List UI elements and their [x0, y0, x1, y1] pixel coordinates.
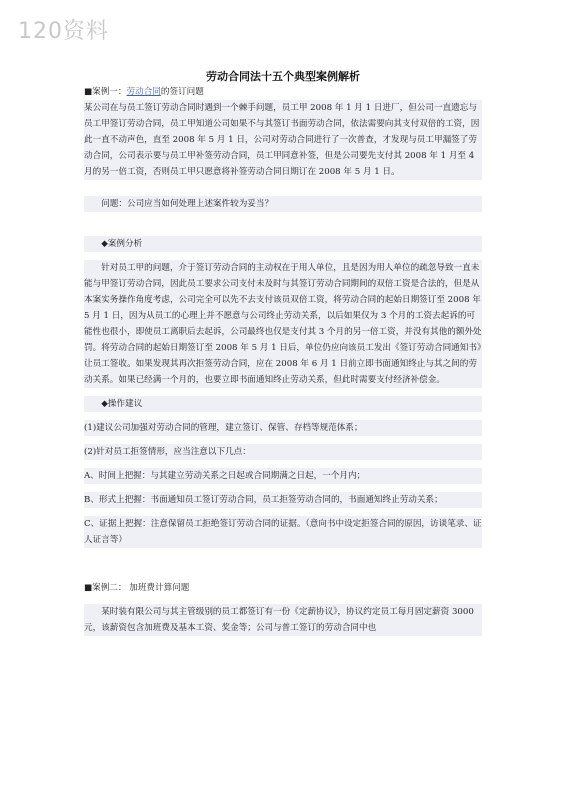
case1-advice-2: (2)针对员工拒签情形，应当注意以下几点： — [84, 444, 482, 460]
case1-analysis: 针对员工甲的问题，介于签订劳动合同的主动权在于用人单位，且是因为用人单位的疏忽导致一直未能与甲签订劳动合同，因此员工要求公司支付未及时与其签订劳动合同期间的双倍工资是合法的，但是从本案实务操作角度考虑，公司完全可以先不去支付该员双倍工资，将劳动合同的起始日期签订至 2008 年 5 月 1 日，因为从员工的心理上并不愿意与公司终止劳动关系，以后如果仅为 3 个月的工资去起诉的可能性也很小，即使员工离职后去起诉，公司最终也仅是支付其 3 个月的另一倍工资，并没有其他的额外处罚。将劳动合同的起始日期签订至 2008 年 5 月 1 日后，单位仍应向该员工发出《签订劳动合同通知书》让员工签收。如果发现其再次拒签劳动合同，应在 2008 年 6 月 1 日前立即书面通知终止与其之间的劳动关系。如果已经满一个月的，也要立即书面通知终止劳动关系，但此时需要支付经济补偿金。 — [84, 260, 482, 388]
case1-heading-suffix: 的签订问题 — [160, 87, 204, 97]
case1-advice-heading: ◆操作建议 — [84, 396, 482, 412]
case2-heading: ■案例二： 加班费计算问题 — [84, 583, 190, 593]
case1-question: 问题：公司应当如何处理上述案件较为妥当？ — [84, 196, 482, 212]
case1-point-c: C、证据上把握：注意保留员工拒绝签订劳动合同的证据。（意向书中设定拒签合同的原因，访谈笔录、证人证言等） — [84, 516, 482, 548]
watermark-logo: 120资料 — [18, 19, 109, 44]
case1-advice-1: (1)建议公司加强对劳动合同的管理，建立签订、保管、存档等规范体系； — [84, 420, 482, 436]
case1-body: 某公司在与员工签订劳动合同时遇到一个棘手问题，员工甲 2008 年 1 月 1 日进厂，但公司一直遗忘与员工甲签订劳动合同，员工甲知道公司如果不与其签订书面劳动合同，依法需要向其支付双倍的工资，因此一直不动声色，直至 2008 年 5 月 1 日，公司对劳动合同进行了一次普查，才发现与员工甲漏签了劳动合同，公司表示要与员工甲补签劳动合同，员工甲同意补签，但是公司要先支付其 2008 年 1 月至 4 月的另一倍工资，否则员工甲只愿意将补签劳动合同日期订在 2008 年 5 月 1 日。 — [84, 100, 482, 180]
document-page — [84, 70, 482, 636]
case2-body: 某时装有限公司与其主管级别的员工都签订有一份《定薪协议》，协议约定员工每月固定薪资 3000 元，该薪资包含加班费及基本工资、奖金等；公司与普工签订的劳动合同中也 — [84, 604, 482, 636]
labor-contract-link[interactable]: 劳动合同 — [126, 87, 161, 97]
case1-point-b: B、形式上把握：书面通知员工签订劳动合同，员工拒签劳动合同的，书面通知终止劳动关系； — [84, 492, 482, 508]
document-title: 劳动合同法十五个典型案例解析 — [206, 70, 360, 83]
case1-heading-prefix: ■案例一： — [84, 87, 127, 97]
case1-heading — [84, 84, 482, 100]
case1-point-a: A、时间上把握：与其建立劳动关系之日起或合同期满之日起，一个月内； — [84, 468, 482, 484]
case1-analysis-heading: ◆案例分析 — [84, 236, 482, 252]
